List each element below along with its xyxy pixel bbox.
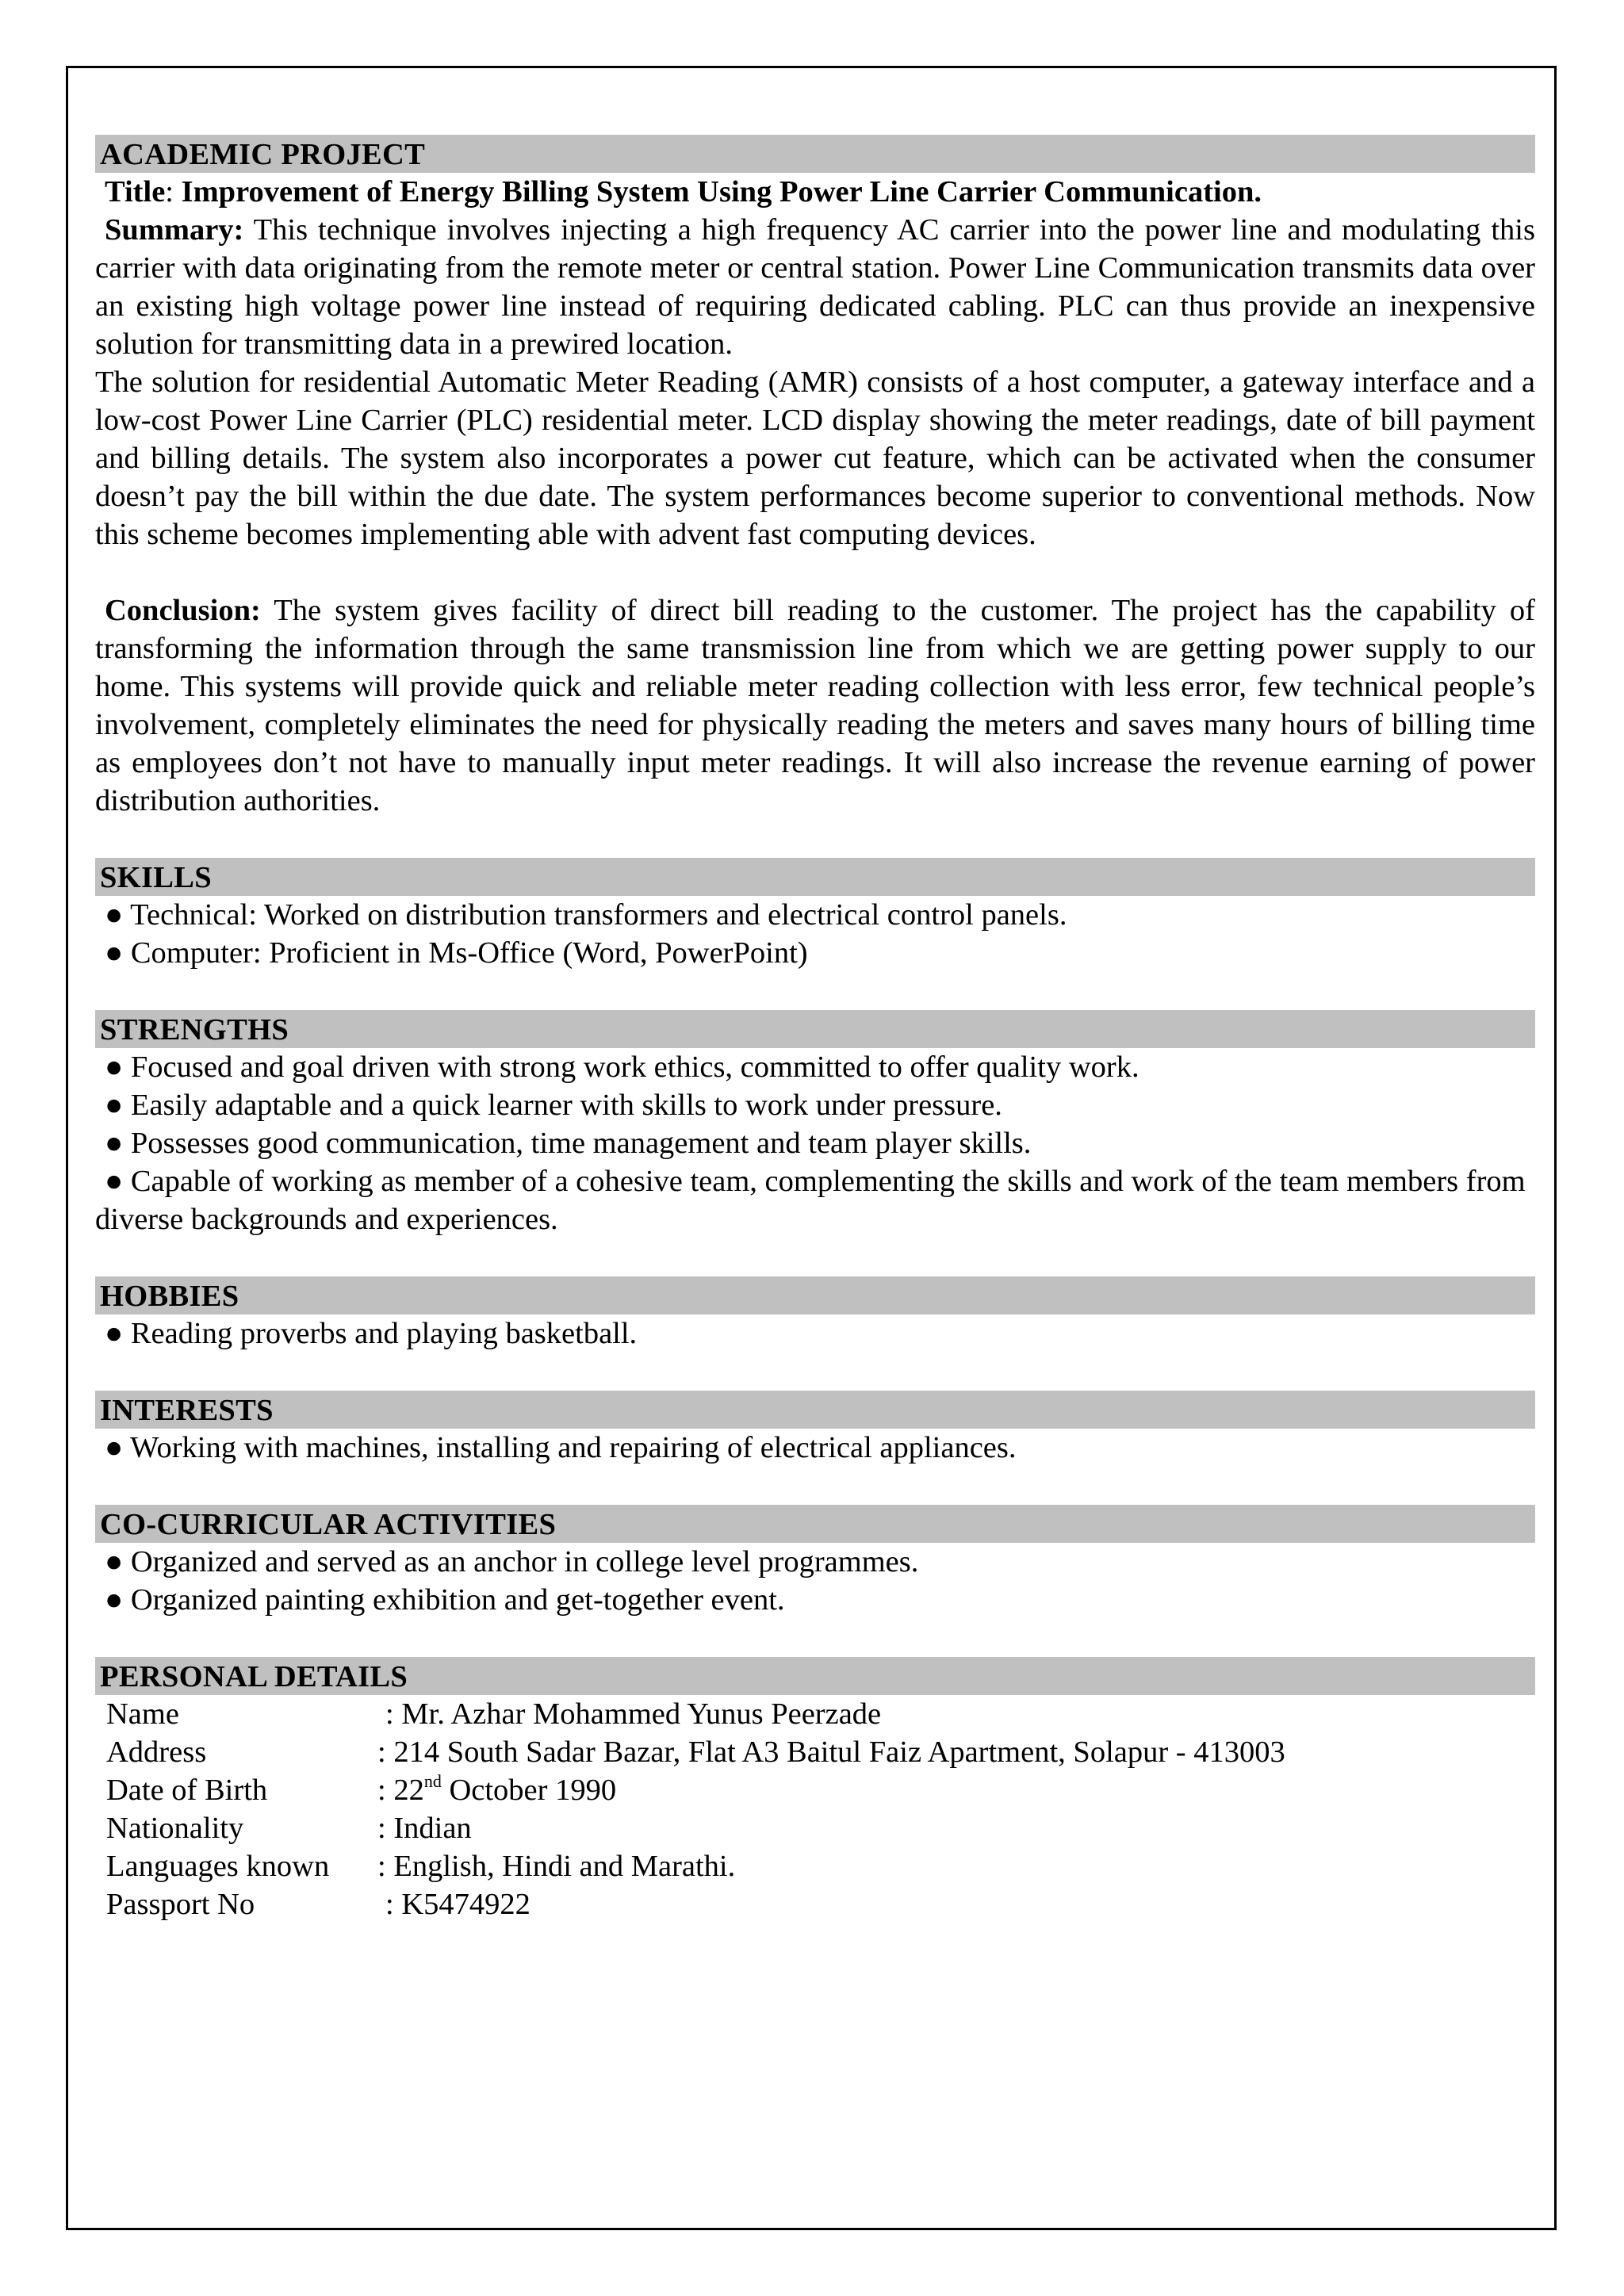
strength-item: ● Easily adaptable and a quick learner with skills to work under pressure. (105, 1089, 1002, 1122)
project-summary (95, 211, 1535, 363)
project-title-line: Title: Improvement of Energy Billing System Using Power Line Carrier Communication. (105, 175, 1262, 209)
project-title: Improvement of Energy Billing System Using Power Line Carrier Communication. (181, 175, 1262, 209)
activity-item: ● Organized and served as an anchor in college level programmes. (105, 1545, 919, 1578)
project-title-label: Title (105, 175, 166, 209)
co-curricular-heading: CO-CURRICULAR ACTIVITIES (95, 1505, 1535, 1543)
dob-value: : 22nd October 1990 (377, 1771, 617, 1807)
personal-row-nationality (95, 1809, 1535, 1847)
personal-details-heading: PERSONAL DETAILS (95, 1657, 1535, 1695)
languages-value: : English, Hindi and Marathi. (377, 1850, 736, 1883)
address-label: Address (106, 1735, 207, 1769)
personal-row-passport (95, 1885, 1535, 1923)
skills-heading: SKILLS (95, 858, 1535, 896)
personal-row-address (95, 1733, 1535, 1771)
hobby-item: ● Reading proverbs and playing basketball. (105, 1317, 638, 1350)
project-conclusion (95, 591, 1535, 820)
strengths-heading: STRENGTHS (95, 1010, 1535, 1048)
skill-item: ● Technical: Worked on distribution transformers and electrical control panels. (105, 898, 1067, 932)
summary-text-2: The solution for residential Automatic Meter Reading (AMR) consists of a host computer, a gateway interface and a low-cost Power Line Carrier (PLC) residential meter. LCD display showing the meter readings, date of bill payment and billing details. The system also incorporates a power cut feature, which can be activated when the consumer doesn’t pay the bill within the due date. The system performances become superior to conventional methods. Now this scheme becomes implementing able with advent fast computing devices. (95, 365, 1535, 551)
skill-item: ● Computer: Proficient in Ms-Office (Word, PowerPoint) (105, 936, 808, 970)
nationality-label: Nationality (106, 1812, 244, 1845)
conclusion-text: The system gives facility of direct bill reading to the customer. The project has the capability of transforming the information through the same transmission line from which we are getting power supply to our home. This systems will provide quick and reliable meter reading collection with less error, few technical people’s involvement, completely eliminates the need for physically reading the meters and saves many hours of billing time as employees don’t not have to manually input meter readings. It will also increase the revenue earning of power distribution authorities. (95, 594, 1535, 817)
personal-row-name (95, 1695, 1535, 1733)
hobbies-heading: HOBBIES (95, 1276, 1535, 1314)
strength-item: ● Possesses good communication, time management and team player skills. (105, 1127, 1032, 1160)
academic-project-heading: ACADEMIC PROJECT (95, 135, 1535, 173)
summary-label: Summary: (105, 213, 244, 247)
dob-label: Date of Birth (106, 1774, 268, 1807)
summary-text-1: This technique involves injecting a high frequency AC carrier into the power line and modulating this carrier with data originating from the remote meter or central station. Power Line Communication transmits data over an existing high voltage power line instead of requiring dedicated cabling. PLC can thus provide an inexpensive solution for transmitting data in a prewired location. (95, 213, 1535, 361)
conclusion-label: Conclusion: (105, 594, 261, 627)
personal-row-languages (95, 1847, 1535, 1885)
passport-value: : K5474922 (385, 1888, 530, 1921)
interests-heading: INTERESTS (95, 1391, 1535, 1429)
nationality-value: : Indian (377, 1812, 472, 1845)
name-label: Name (106, 1697, 179, 1731)
passport-label: Passport No (106, 1888, 255, 1921)
strength-item: ● Capable of working as member of a cohesive team, complementing the skills and work of the team members from diverse backgrounds and experiences. (95, 1165, 1526, 1236)
languages-label: Languages known (106, 1850, 330, 1883)
address-value: : 214 South Sadar Bazar, Flat A3 Baitul Faiz Apartment, Solapur - 413003 (377, 1735, 1285, 1769)
personal-row-dob (95, 1771, 1535, 1809)
resume-page (95, 135, 1535, 1923)
interest-item: ● Working with machines, installing and repairing of electrical appliances. (105, 1431, 1017, 1464)
activity-item: ● Organized painting exhibition and get-together event. (105, 1583, 785, 1617)
strength-item: ● Focused and goal driven with strong work ethics, committed to offer quality work. (105, 1050, 1139, 1084)
name-value: : Mr. Azhar Mohammed Yunus Peerzade (385, 1697, 882, 1731)
